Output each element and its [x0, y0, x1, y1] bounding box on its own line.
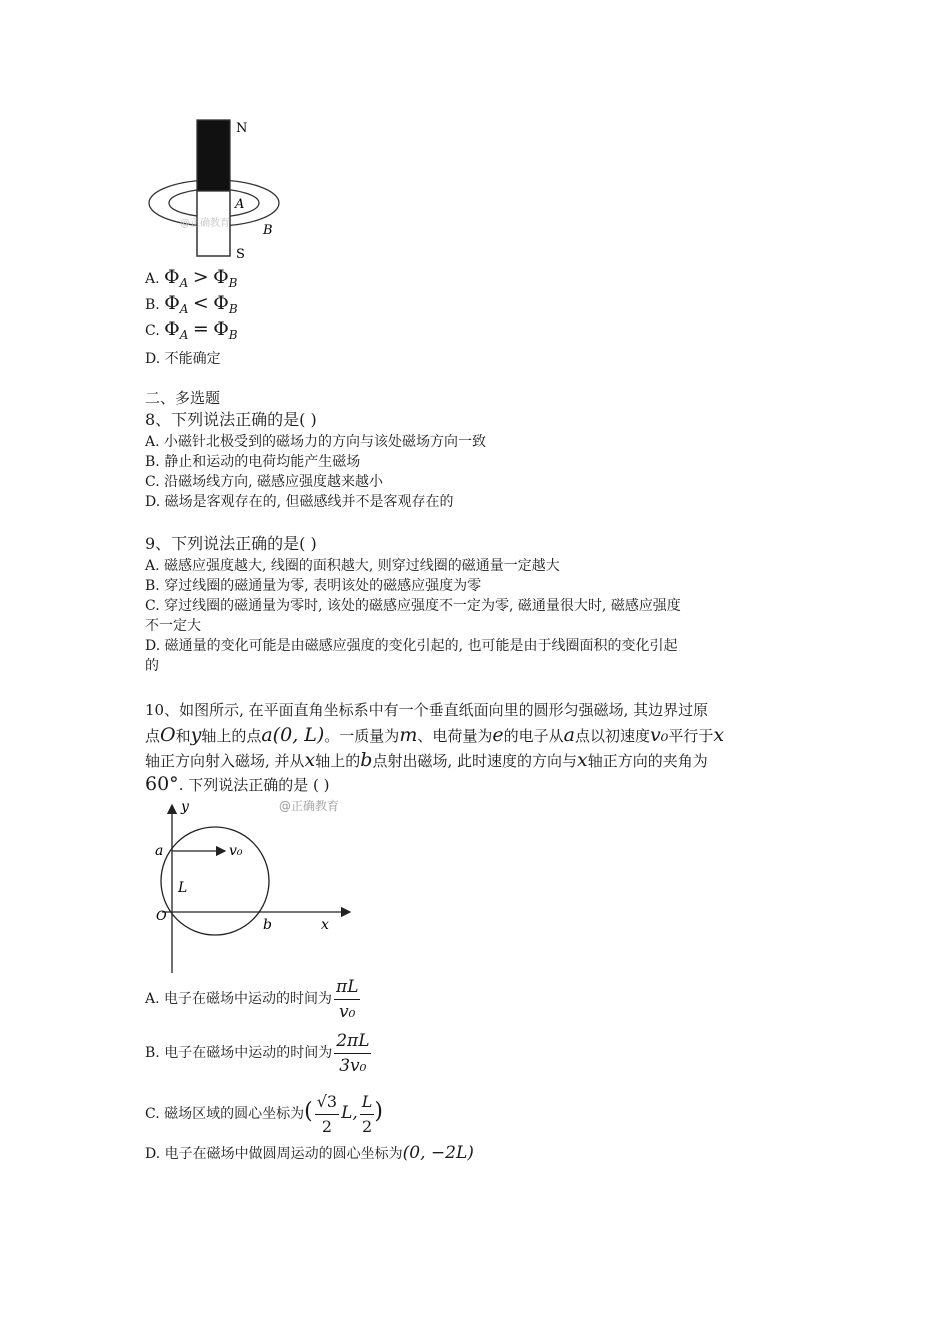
q8-option-a: A. 小磁针北极受到的磁场力的方向与该处磁场方向一致 [145, 434, 487, 450]
watermark: @正确教育 [279, 799, 340, 813]
watermark: @正确教育 [180, 218, 230, 229]
q8-option-b: B. 静止和运动的电荷均能产生磁场 [145, 454, 361, 470]
q9-option-c: C. 穿过线圈的磁通量为零时, 该处的磁感应强度不一定为零, 磁通量很大时, 磁感应强度 [145, 598, 681, 614]
q9-option-d-cont: 的 [145, 658, 159, 674]
q7-option-d: D. 不能确定 [145, 351, 221, 367]
q10-option-d: D. 电子在磁场中做圆周运动的圆心坐标为(0, −2L) [145, 1143, 474, 1163]
fraction: $\frac{2\pi L}{\text{3v₀}}$ [336, 1030, 370, 1076]
q10-option-a: A. 电子在磁场中运动的时间为 $\frac{\pi L}{\text{v₀}}$ [145, 976, 359, 1022]
fraction: $\frac{L}{2}$ [361, 1091, 373, 1136]
q9-stem: 9、下列说法正确的是( ) [145, 534, 317, 553]
label-b: B [263, 223, 273, 238]
fraction: $\frac{\pi L}{\text{v₀}}$ [336, 976, 359, 1022]
magnet-coil-figure [140, 115, 300, 265]
q10-stem-line3: 轴正方向射入磁场, 并从x轴上的b点射出磁场, 此时速度的方向与x轴正方向的夹角为 [145, 749, 708, 771]
label-v0: v₀ [229, 843, 243, 859]
q8-stem: 8、下列说法正确的是( ) [145, 410, 317, 429]
section-title: 二、多选题 [145, 389, 221, 407]
label-a: A [235, 197, 245, 212]
q9-option-a: A. 磁感应强度越大, 线圈的面积越大, 则穿过线圈的磁通量一定越大 [145, 558, 560, 574]
q9-option-c-cont: 不一定大 [145, 618, 201, 634]
label-a: a [155, 843, 164, 859]
q10-stem-line1: 10、如图所示, 在平面直角坐标系中有一个垂直纸面向里的圆形匀强磁场, 其边界过原 [145, 701, 709, 719]
q9-option-b: B. 穿过线圈的磁通量为零, 表明该处的磁感应强度为零 [145, 578, 482, 594]
q7-option-c: C. $\Phi_A = \Phi_B$ [145, 318, 238, 342]
q8-option-c: C. 沿磁场线方向, 磁感应强度越来越小 [145, 474, 384, 490]
q10-stem-line2: 点O和y轴上的点a(0, L)。一质量为m、电荷量为e的电子从a点以初速度v₀平行于x [145, 724, 725, 746]
label-x: x [321, 917, 329, 933]
q8-option-d: D. 磁场是客观存在的, 但磁感线并不是客观存在的 [145, 494, 454, 510]
q10-stem-line4: 60°. 下列说法正确的是 ( ) [145, 773, 330, 795]
label-b: b [263, 917, 272, 933]
q10-option-b: B. 电子在磁场中运动的时间为 $\frac{2\pi L}{\text{3v₀}}$ [145, 1030, 370, 1076]
label-s: S [236, 247, 245, 262]
label-L: L [178, 880, 188, 896]
magnet-north [197, 120, 230, 191]
q7-option-b: B. $\Phi_A < \Phi_B$ [145, 292, 238, 316]
q9-option-d: D. 磁通量的变化可能是由磁感应强度的变化引起的, 也可能是由于线圈面积的变化引起 [145, 638, 678, 654]
label-n: N [236, 121, 248, 136]
q7-option-a: A. $\Phi_A > \Phi_B$ [145, 266, 238, 290]
label-O: O [156, 909, 167, 924]
q10-option-c: C. 磁场区域的圆心坐标为( $\frac{√3}{2}$ L, $\frac{L}{2}$ ) [145, 1083, 383, 1143]
label-y: y [181, 799, 189, 815]
fraction: $\frac{√3}{2}$ [316, 1091, 338, 1136]
circle-field-figure [145, 795, 375, 980]
